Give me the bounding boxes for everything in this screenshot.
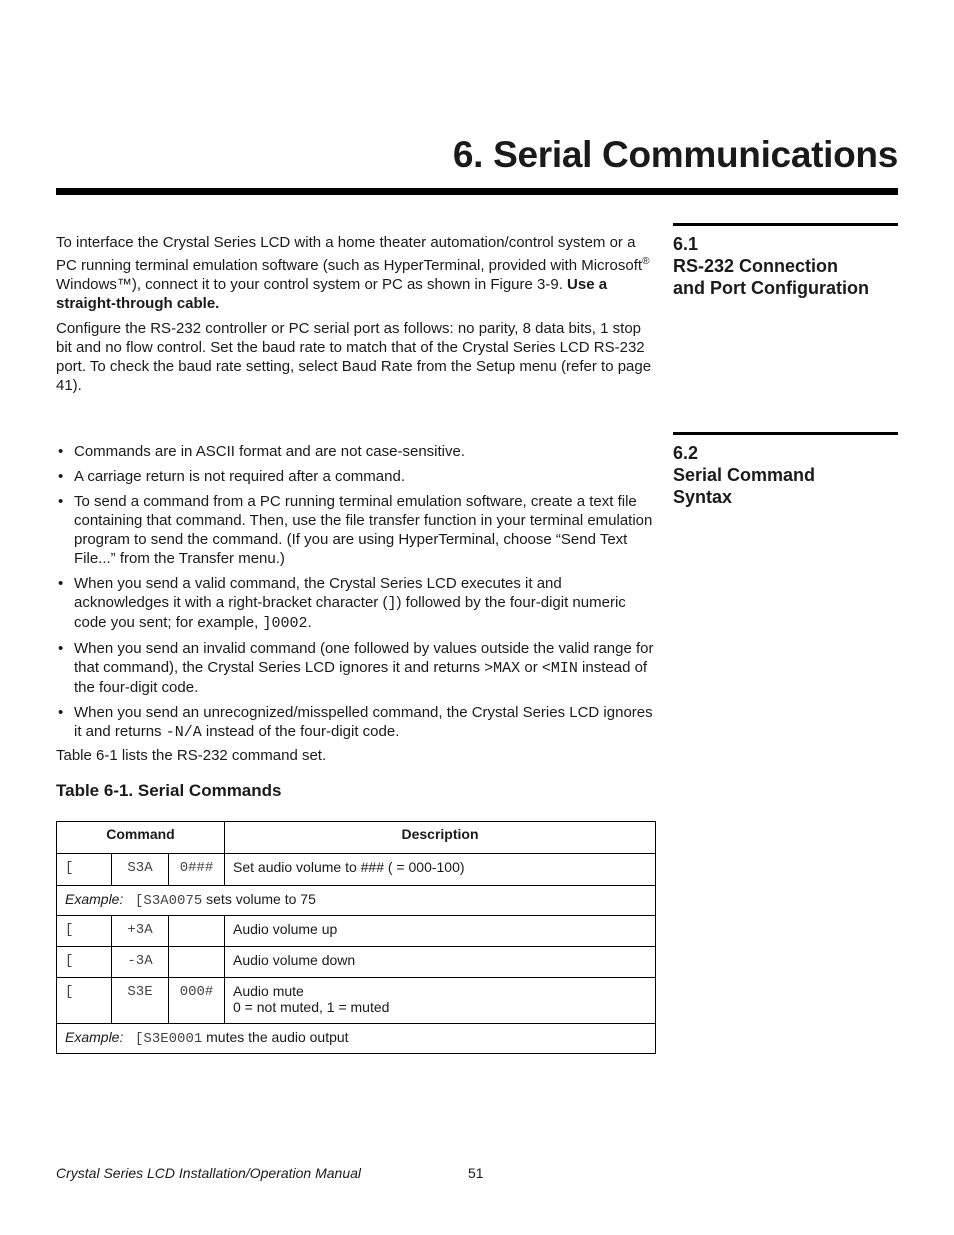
cmd-prefix: [ [57, 978, 112, 1024]
cmd-code: -3A [112, 947, 169, 978]
example-code: [S3A0075 [135, 893, 203, 909]
cmd-description-line2: 0 = not muted, 1 = muted [233, 999, 390, 1015]
cmd-description [225, 978, 656, 1024]
inline-code: <MIN [541, 660, 578, 677]
bullet-text: ) followed by the four-digit numeric code you sent; for example, [74, 594, 626, 631]
section-2-heading [673, 442, 903, 508]
cmd-prefix: [ [57, 947, 112, 978]
section-1-paragraph-1 [56, 233, 656, 313]
page-number: 51 [468, 1165, 484, 1181]
syntax-bullet-list [56, 442, 656, 748]
cmd-code: S3A [112, 854, 169, 886]
cmd-code: S3E [112, 978, 169, 1024]
section-1-rule [673, 223, 898, 226]
list-item: • When you send an unrecognized/misspelled command, the Crystal Series LCD ignores it and returns -N/A instead of the four-digit code. [58, 704, 653, 741]
cmd-description-line1: Audio mute [233, 983, 304, 999]
bullet-text: or [520, 659, 542, 676]
cmd-value: 000# [169, 978, 225, 1024]
bullet-text: instead of the four-digit code. [74, 659, 648, 696]
inline-code: -N/A [165, 724, 202, 741]
bullet-text: To send a command from a PC running terminal emulation software, create a text file containing that command. Then, use the file transfer function in your terminal emulation program to send the command. (If you are using HyperTerminal, choose “Send Text File...” from the Transfer menu.) [74, 493, 653, 567]
serial-commands-table [56, 821, 656, 1054]
para1-text-a: To interface the Crystal Series LCD with a home theater automation/control system or a PC running terminal emulation software (such as HyperTerminal, provided with Microsoft [56, 234, 643, 274]
table-row [57, 854, 656, 886]
footer-manual-title: Crystal Series LCD Installation/Operation Manual [56, 1165, 362, 1181]
table-example-row [57, 886, 656, 916]
table-caption: Table 6-1. Serial Commands [56, 781, 282, 800]
section-1-title-line1: RS-232 Connection [673, 256, 839, 276]
table-row [57, 978, 656, 1024]
section-2-title-line1: Serial Command [673, 465, 816, 485]
example-label: Example: [65, 1029, 124, 1045]
list-item: • A carriage return is not required after a command. [58, 468, 405, 485]
table-intro-text: Table 6-1 lists the RS-232 command set. [56, 747, 327, 764]
table-row [57, 947, 656, 978]
bullet-text: A carriage return is not required after a command. [74, 468, 405, 485]
list-item: • When you send a valid command, the Crystal Series LCD executes it and acknowledges it with a right-bracket character (]) followed by the four-digit numeric code you sent; for example, ]0002. [58, 575, 626, 632]
cmd-prefix: [ [57, 854, 112, 886]
cmd-value [169, 916, 225, 947]
chapter-rule [56, 188, 898, 195]
example-text: mutes the audio output [202, 1029, 349, 1045]
example-code: [S3E0001 [135, 1031, 203, 1047]
cmd-description: Set audio volume to ### ( = 000-100) [225, 854, 656, 886]
example-text: sets volume to 75 [202, 891, 316, 907]
cmd-description: Audio volume down [225, 947, 656, 978]
list-item: • When you send an invalid command (one followed by values outside the valid range for that command), the Crystal Series LCD ignores it and returns >MAX or <MIN instead of the four-digit code. [58, 640, 654, 696]
bullet-text: When you send an invalid command (one followed by values outside the valid range for that command), the Crystal Series LCD ignores it and returns [74, 640, 654, 676]
chapter-title: 6. Serial Communications [452, 134, 898, 175]
table-row [57, 916, 656, 947]
table-header-row [57, 822, 656, 854]
list-item: • Commands are in ASCII format and are not case-sensitive. [58, 443, 466, 460]
section-2-title-line2: Syntax [673, 487, 733, 507]
list-item: • To send a command from a PC running terminal emulation software, create a text file containing that command. Then, use the file transfer function in your terminal emulation program to send the command. (If you are using HyperTerminal, choose “Send Text File...” from the Transfer menu.) [58, 493, 653, 567]
example-label: Example: [65, 891, 124, 907]
section-1-heading [673, 233, 903, 299]
example-cell [57, 1024, 656, 1054]
inline-code: ]0002 [262, 615, 308, 632]
example-cell [57, 886, 656, 916]
header-command: Command [57, 822, 225, 854]
inline-code: >MAX [484, 660, 521, 677]
cmd-code: +3A [112, 916, 169, 947]
bullet-text: . [307, 614, 312, 631]
para1-bold: Use a straight-through cable. [56, 276, 608, 312]
bullet-text: When you send an unrecognized/misspelled command, the Crystal Series LCD ignores it and returns [74, 704, 653, 740]
section-1-number: 6.1 [673, 234, 699, 254]
section-1-paragraph-2: Configure the RS-232 controller or PC serial port as follows: no parity, 8 data bits, 1 stop bit and no flow control. Set the baud rate to match that of the Crystal Series LCD RS-232 port. To check the baud rate setting, select Baud Rate from the Setup menu (refer to page 41). [56, 320, 652, 394]
section-2-rule [673, 432, 898, 435]
section-1-title-line2: and Port Configuration [673, 278, 869, 298]
cmd-prefix: [ [57, 916, 112, 947]
header-description: Description [225, 822, 656, 854]
inline-code: ] [387, 595, 397, 612]
cmd-description: Audio volume up [225, 916, 656, 947]
bullet-text: Commands are in ASCII format and are not case-sensitive. [74, 443, 466, 460]
registered-mark: ® [642, 256, 650, 267]
cmd-value [169, 947, 225, 978]
bullet-text: instead of the four-digit code. [201, 723, 400, 740]
table-example-row [57, 1024, 656, 1054]
cmd-value: 0### [169, 854, 225, 886]
para1-text-b: Windows™), connect it to your control system or PC as shown in Figure 3-9. [56, 276, 568, 293]
bullet-text: When you send a valid command, the Crystal Series LCD executes it and acknowledges it with a right-bracket character ( [74, 575, 562, 611]
section-2-number: 6.2 [673, 443, 699, 463]
